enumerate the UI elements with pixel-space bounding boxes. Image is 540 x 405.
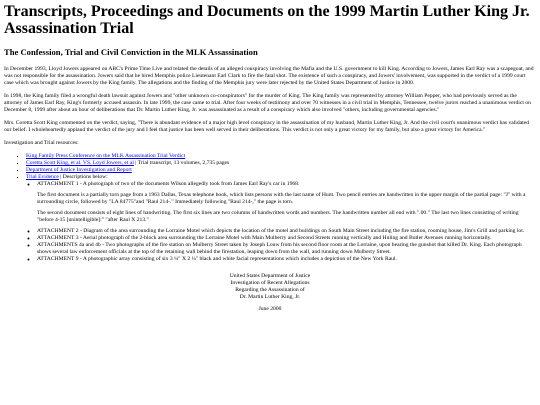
attachment-item-9: ◦ ATTACHMENT 9 - A photographic array consisting of six 3 ¼" X 2 ¼" black and white facial representations which includes a depiction of the New York Raul. xyxy=(37,256,536,263)
verdict-quote-paragraph: Mrs. Coretta Scott King commented on the verdict, saying, "There is abundant evidence of a major high level conspiracy in the assassination of my husband, Martin Luther King, Jr. And the civil court's unanimous verdict has validated our belief. I wholeheartedly applaud the verdict of the jury and I feel that justice has been well served in their deliberations. This verdict is not only a great victory for my family, but also a great victory for America." xyxy=(4,120,529,133)
doj-report-link[interactable]: Department of Justice Investigation and Report xyxy=(26,167,132,173)
case-transcript-link[interactable]: Coretta Scott King, et al. VS. Loyd Jowers, et al xyxy=(26,160,134,166)
case-description: | Trial transcript, 13 volumes, 2,735 pages xyxy=(133,160,230,166)
footer-line-4: Dr. Martin Luther King, Jr. xyxy=(239,294,301,300)
list-item-doj xyxy=(26,167,536,174)
trial-evidence-link[interactable]: Trial Evidence xyxy=(26,174,59,180)
resources-list xyxy=(4,153,536,263)
list-item-press xyxy=(26,153,536,160)
attachment-1-detail-2: The second document consists of eight lines of handwriting. The first six lines are two columns of handwritten words and numbers. The handwritten number all end with ".00." The last two lines consisting of writing "before 4-15 [unintelligible]:" "after Raul X 213." xyxy=(37,210,519,223)
resources-label: Investigation and Trial resources: xyxy=(4,140,79,146)
attachment-item-4: ◦ ATTACHMENTS 4a and 4b - Two photographs of the fire station on Mulberry Street taken by Joseph Louw from his second floor room at the Lorraine, upon hearing the gunshot that killed Dr. King. Each photograph shows several law enforcement officials at the top of the retaining wall behind the firestation, leaping down from the wall, and running down Mulberry Street. xyxy=(37,242,536,256)
doj-report-header xyxy=(4,273,536,313)
lawsuit-paragraph: In 1998, the King family filed a wrongful death lawsuit against Jowers and "other unknown co-conspirators" for the murder of King. The King family was represented by attorney William Pepper, who had previously served as the attorney of James Earl Ray, King's formerly accused assassin. In late 1999, the case came to trial. After four weeks of testimony and over 70 witnesses in a civil trial in Memphis, Tennessee, twelve jurors reached a unanimous verdict on December 8, 1999 after about an hour of deliberations that Dr. Martin Luther King, Jr. was assassinated as a result of a conspiracy which also involved "others, including governmental agencies." xyxy=(4,93,531,113)
intro-paragraph: In December 1993, Lloyd Jowers appeared on ABC's Prime Time Live and related the details of an alleged conspiracy involving the Mafia and the U.S. government to kill King. According to Jowers, James Earl Ray was a scapegoat, and was not responsible for the assassination. Jowers said that he hired Memphis police Lieutenant Earl Clark to fire the fatal shot. The existence of such a conspiracy, and Jowers' involvement, was supported in the verdict of a 1999 court case which was brought against Jowers by the King family. The allegations and the finding of the Memphis jury were later rejected by the United States Department of Justice in 2000. xyxy=(4,66,534,86)
attachments-list xyxy=(26,181,536,263)
attachment-item-1 xyxy=(37,181,536,224)
evidence-description: | Descriptions below: xyxy=(58,174,108,180)
press-conference-link[interactable]: King Family Press Conference on the MLK Assassination Trial Verdict xyxy=(26,153,186,159)
attachment-1-title: ◦ ATTACHMENT 1 - A photograph of two of the documents Wilson allegedly took from James Earl Ray's car in 1968. xyxy=(37,181,300,187)
page-subtitle: The Confession, Trial and Civil Conviction in the MLK Assassination xyxy=(4,47,258,57)
list-item-case xyxy=(26,160,536,167)
footer-line-2: Investigation of Recent Allegations xyxy=(230,280,310,286)
page-title: Transcripts, Proceedings and Documents on the 1999 Martin Luther King Jr. Assassination Trial xyxy=(4,3,530,37)
list-item-evidence xyxy=(26,174,536,263)
footer-line-1: United States Department of Justice xyxy=(229,273,311,279)
footer-line-3: Regarding the Assassination of xyxy=(235,287,305,293)
attachment-1-detail-1: The first document is a partially torn page from a 1963 Dallas, Texas telephone book, which lists persons with the last name of Hunt. Two pencil entries are handwritten in the upper margin of the partial page: "J" with a surrounding circle, followed by "LA 84775"and "Raul 214-." Immediately following "Raul 214-," the page is torn. xyxy=(37,192,526,205)
attachment-item-3: ◦ ATTACHMENT 3 - Aerial photograph of the 2-block area surrounding the Lorraine Motel with Main Mulberry and Second Streets running vertically and Huling and Butler Avenues running horizontally. xyxy=(37,235,536,242)
footer-date: June 2000 xyxy=(258,306,282,312)
attachment-item-2: ◦ ATTACHMENT 2 - Diagram of the area surrounding the Lorraine Motel which depicts the location of the motel and buildings on South Main Street including the fire station, rooming house, Jim's Grill and parking lot. xyxy=(37,228,536,235)
